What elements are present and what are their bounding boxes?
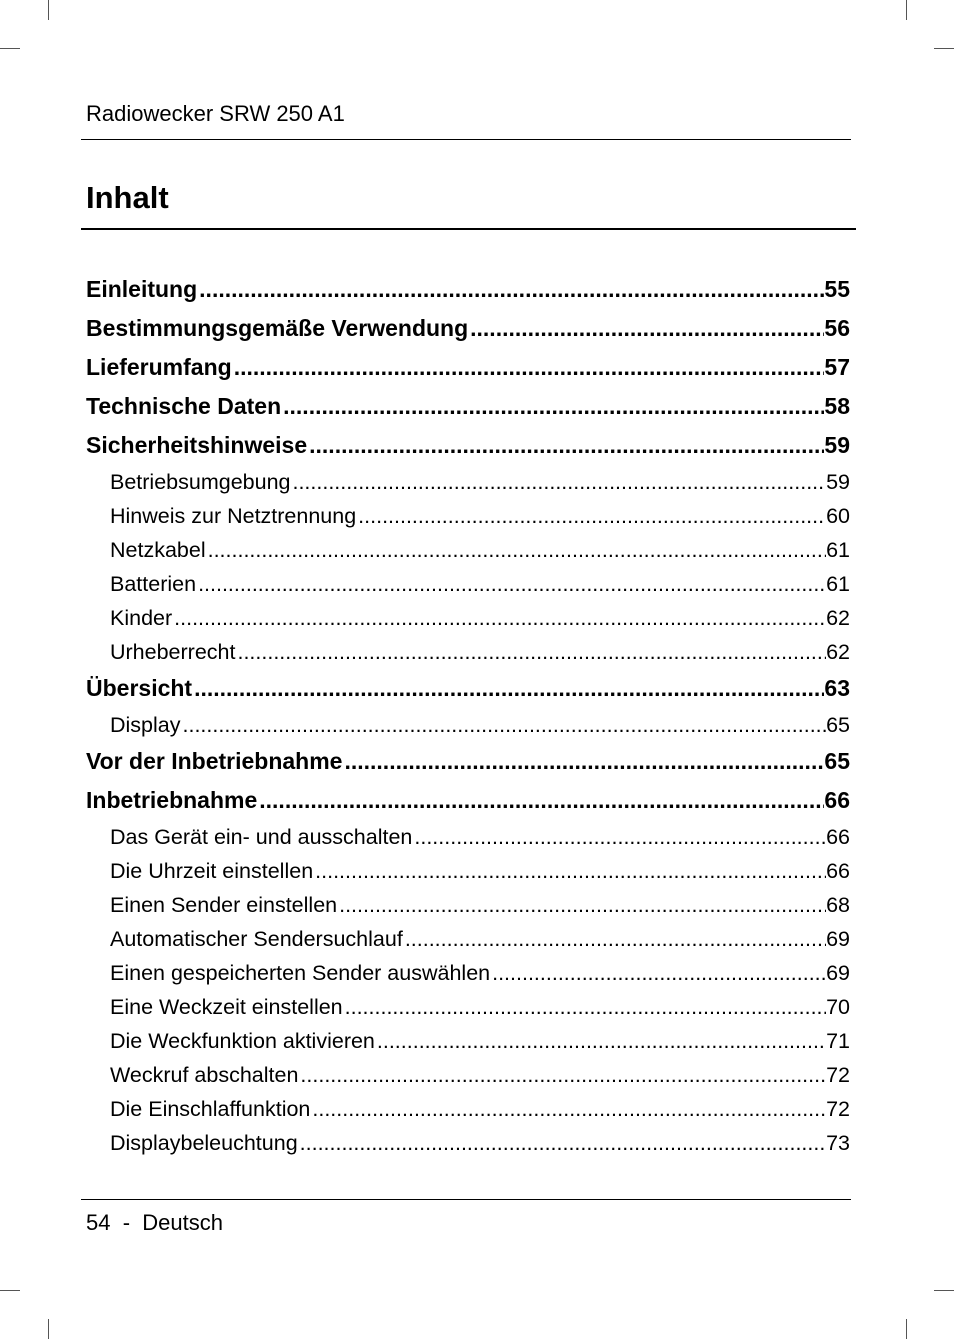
crop-mark [48, 0, 49, 20]
toc-page-number: 69 [826, 927, 850, 951]
toc-chapter-entry[interactable] [86, 309, 850, 348]
toc-entry-label: Inbetriebnahme [86, 787, 258, 813]
toc-page-number: 72 [826, 1063, 850, 1087]
toc-entry-label: Weckruf abschalten [110, 1063, 299, 1087]
toc-section-entry[interactable] [86, 956, 850, 990]
toc-dot-leader [412, 820, 826, 854]
toc-dot-leader [196, 567, 826, 601]
toc-page-number: 59 [824, 432, 850, 458]
toc-section-entry[interactable] [86, 820, 850, 854]
toc-entry-label: Automatischer Sendersuchlauf [110, 927, 403, 951]
toc-section-entry[interactable] [86, 922, 850, 956]
toc-chapter-entry[interactable] [86, 348, 850, 387]
table-of-contents [86, 270, 850, 1160]
toc-entry-label: Übersicht [86, 675, 193, 701]
toc-dot-leader [403, 922, 826, 956]
toc-entry-label: Einleitung [86, 276, 198, 302]
toc-entry-label: Kinder [110, 606, 173, 630]
toc-page-number: 61 [826, 538, 850, 562]
toc-dot-leader [197, 270, 824, 309]
toc-entry-label: Netzkabel [110, 538, 206, 562]
toc-page-number: 56 [824, 315, 850, 341]
crop-mark [906, 0, 907, 20]
toc-page-number: 61 [826, 572, 850, 596]
toc-section-entry[interactable] [86, 635, 850, 669]
toc-section-entry[interactable] [86, 1126, 850, 1160]
toc-section-entry[interactable] [86, 990, 850, 1024]
toc-page-number: 58 [824, 393, 850, 419]
toc-dot-leader [313, 854, 826, 888]
toc-page-number: 63 [824, 675, 850, 701]
toc-dot-leader [290, 465, 826, 499]
toc-section-entry[interactable] [86, 708, 850, 742]
toc-page-number: 65 [826, 713, 850, 737]
toc-dot-leader [298, 1058, 826, 1092]
toc-dot-leader [343, 990, 826, 1024]
toc-entry-label: Betriebsumgebung [110, 470, 291, 494]
toc-page-number: 55 [824, 276, 850, 302]
toc-chapter-entry[interactable] [86, 742, 850, 781]
toc-page-number: 66 [826, 859, 850, 883]
toc-dot-leader [356, 499, 826, 533]
toc-page-number: 71 [826, 1029, 850, 1053]
toc-page-number: 62 [826, 640, 850, 664]
toc-dot-leader [172, 601, 826, 635]
toc-entry-label: Bestimmungsgemäße Verwendung [86, 315, 469, 341]
toc-page-number: 62 [826, 606, 850, 630]
toc-section-entry[interactable] [86, 1024, 850, 1058]
toc-dot-leader [375, 1024, 826, 1058]
toc-dot-leader [257, 781, 824, 820]
toc-chapter-entry[interactable] [86, 781, 850, 820]
toc-chapter-entry[interactable] [86, 669, 850, 708]
toc-entry-label: Urheberrecht [110, 640, 236, 664]
toc-page-number: 60 [826, 504, 850, 528]
toc-entry-label: Einen Sender einstellen [110, 893, 338, 917]
toc-page-number: 69 [826, 961, 850, 985]
toc-entry-label: Das Gerät ein- und ausschalten [110, 825, 413, 849]
toc-entry-label: Die Einschlaffunktion [110, 1097, 311, 1121]
toc-entry-label: Die Uhrzeit einstellen [110, 859, 314, 883]
toc-chapter-entry[interactable] [86, 387, 850, 426]
toc-page-number: 70 [826, 995, 850, 1019]
crop-mark [934, 1290, 954, 1291]
toc-page-number: 57 [824, 354, 850, 380]
toc-entry-label: Eine Weckzeit einstellen [110, 995, 343, 1019]
toc-dot-leader [337, 888, 826, 922]
toc-page-number: 72 [826, 1097, 850, 1121]
toc-dot-leader [232, 348, 825, 387]
toc-page-number: 65 [824, 748, 850, 774]
toc-page-number: 59 [826, 470, 850, 494]
toc-section-entry[interactable] [86, 499, 850, 533]
crop-mark [48, 1319, 49, 1339]
toc-entry-label: Einen gespeicherten Sender auswählen [110, 961, 491, 985]
footer-rule [81, 1199, 851, 1200]
toc-entry-label: Display [110, 713, 181, 737]
crop-mark [0, 1290, 20, 1291]
toc-entry-label: Lieferumfang [86, 354, 232, 380]
toc-section-entry[interactable] [86, 567, 850, 601]
toc-entry-label: Technische Daten [86, 393, 282, 419]
toc-dot-leader [281, 387, 824, 426]
toc-page-number: 66 [824, 787, 850, 813]
crop-mark [934, 48, 954, 49]
toc-section-entry[interactable] [86, 465, 850, 499]
toc-section-entry[interactable] [86, 601, 850, 635]
toc-section-entry[interactable] [86, 1092, 850, 1126]
toc-page-number: 73 [826, 1131, 850, 1155]
toc-section-entry[interactable] [86, 1058, 850, 1092]
toc-dot-leader [192, 669, 824, 708]
toc-chapter-entry[interactable] [86, 270, 850, 309]
toc-dot-leader [468, 309, 824, 348]
header-rule [81, 139, 851, 140]
toc-dot-leader [235, 635, 826, 669]
running-header: Radiowecker SRW 250 A1 [86, 101, 345, 126]
page-footer: 54 - Deutsch [86, 1210, 223, 1235]
title-rule [81, 228, 856, 230]
toc-page-number: 68 [826, 893, 850, 917]
toc-section-entry[interactable] [86, 888, 850, 922]
toc-entry-label: Die Weckfunktion aktivieren [110, 1029, 375, 1053]
toc-dot-leader [206, 533, 826, 567]
toc-entry-label: Hinweis zur Netztrennung [110, 504, 357, 528]
toc-section-entry[interactable] [86, 533, 850, 567]
toc-page-number: 66 [826, 825, 850, 849]
toc-entry-label: Vor der Inbetriebnahme [86, 748, 343, 774]
crop-mark [906, 1319, 907, 1339]
toc-dot-leader [342, 742, 824, 781]
toc-dot-leader [310, 1092, 826, 1126]
toc-chapter-entry[interactable] [86, 426, 850, 465]
toc-dot-leader [307, 426, 824, 465]
toc-section-entry[interactable] [86, 854, 850, 888]
crop-mark [0, 48, 20, 49]
toc-entry-label: Displaybeleuchtung [110, 1131, 298, 1155]
toc-dot-leader [298, 1126, 826, 1160]
toc-dot-leader [490, 956, 826, 990]
page-title: Inhalt [86, 180, 169, 215]
toc-dot-leader [181, 708, 827, 742]
toc-entry-label: Batterien [110, 572, 197, 596]
toc-entry-label: Sicherheitshinweise [86, 432, 308, 458]
